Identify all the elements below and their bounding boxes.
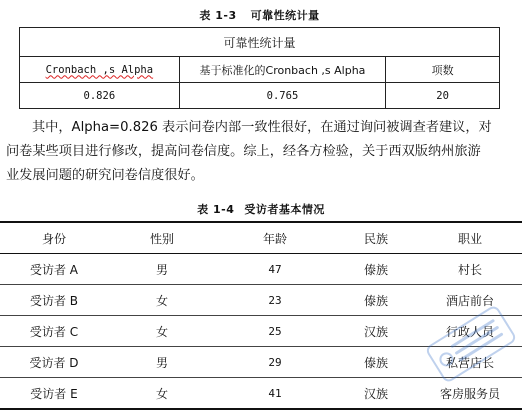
table-cell: 汉族 bbox=[334, 316, 418, 347]
table-cell: 汉族 bbox=[334, 378, 418, 410]
table-cell: 25 bbox=[216, 316, 334, 347]
table-header: 可靠性统计量 bbox=[20, 28, 500, 57]
table-title: 可靠性统计量 bbox=[250, 9, 320, 22]
table-cell: 41 bbox=[216, 378, 334, 410]
table-cell: 私营店长 bbox=[418, 347, 522, 378]
column-header: 职业 bbox=[418, 222, 522, 254]
table-cell: 20 bbox=[386, 83, 500, 109]
table-cell: 村长 bbox=[418, 254, 522, 285]
table-row bbox=[0, 316, 522, 347]
column-header: 身份 bbox=[0, 222, 108, 254]
table-cell: 23 bbox=[216, 285, 334, 316]
table-cell: 女 bbox=[108, 285, 216, 316]
table-row bbox=[0, 285, 522, 316]
table-cell: 女 bbox=[108, 378, 216, 410]
table-cell: 傣族 bbox=[334, 285, 418, 316]
table-cell: 受访者 A bbox=[0, 254, 108, 285]
reliability-table bbox=[19, 27, 500, 109]
table-row bbox=[0, 378, 522, 410]
table-cell: 受访者 B bbox=[0, 285, 108, 316]
column-header: 年龄 bbox=[216, 222, 334, 254]
paragraph-line-text: 其中，Alpha=0.826 表示问卷内部一致性很好，在通过询问被调查者建议，对 bbox=[32, 120, 492, 135]
table-header-row bbox=[0, 222, 522, 254]
table-number: 表 1-4 bbox=[197, 203, 235, 216]
respondents-table bbox=[0, 221, 522, 410]
paragraph-line: 业发展问题的研究问卷信度很好。 bbox=[6, 168, 204, 183]
column-header bbox=[20, 57, 180, 83]
table-cell: 男 bbox=[108, 254, 216, 285]
column-header: 民族 bbox=[334, 222, 418, 254]
table-caption bbox=[19, 6, 500, 26]
table-row bbox=[0, 347, 522, 378]
table-cell: 行政人员 bbox=[418, 316, 522, 347]
table-cell: 受访者 C bbox=[0, 316, 108, 347]
body-paragraph bbox=[6, 116, 518, 188]
table-row bbox=[0, 254, 522, 285]
column-header: 性别 bbox=[108, 222, 216, 254]
table-cell: 受访者 D bbox=[0, 347, 108, 378]
table-number: 表 1-3 bbox=[199, 9, 237, 22]
table-cell: 酒店前台 bbox=[418, 285, 522, 316]
column-header-text: 基于标准化的Cronbach ,s Alpha bbox=[199, 63, 366, 77]
table-cell: 傣族 bbox=[334, 254, 418, 285]
table-cell: 29 bbox=[216, 347, 334, 378]
table-cell: 客房服务员 bbox=[418, 378, 522, 410]
table-caption bbox=[0, 200, 522, 220]
table-cell: 47 bbox=[216, 254, 334, 285]
paragraph-line: 问卷某些项目进行修改，提高问卷信度。综上，经各方检验，关于西双版纳州旅游 bbox=[6, 144, 481, 159]
table-cell: 男 bbox=[108, 347, 216, 378]
table-cell: 0.765 bbox=[179, 83, 386, 109]
column-header bbox=[179, 57, 386, 83]
column-header-text: Cronbach ,s Alpha bbox=[45, 63, 154, 76]
table-title: 受访者基本情况 bbox=[244, 203, 325, 216]
table-cell: 0.826 bbox=[20, 83, 180, 109]
table-cell: 傣族 bbox=[334, 347, 418, 378]
column-header: 项数 bbox=[386, 57, 500, 83]
paragraph-line bbox=[6, 116, 518, 140]
table-cell: 女 bbox=[108, 316, 216, 347]
table-cell: 受访者 E bbox=[0, 378, 108, 410]
